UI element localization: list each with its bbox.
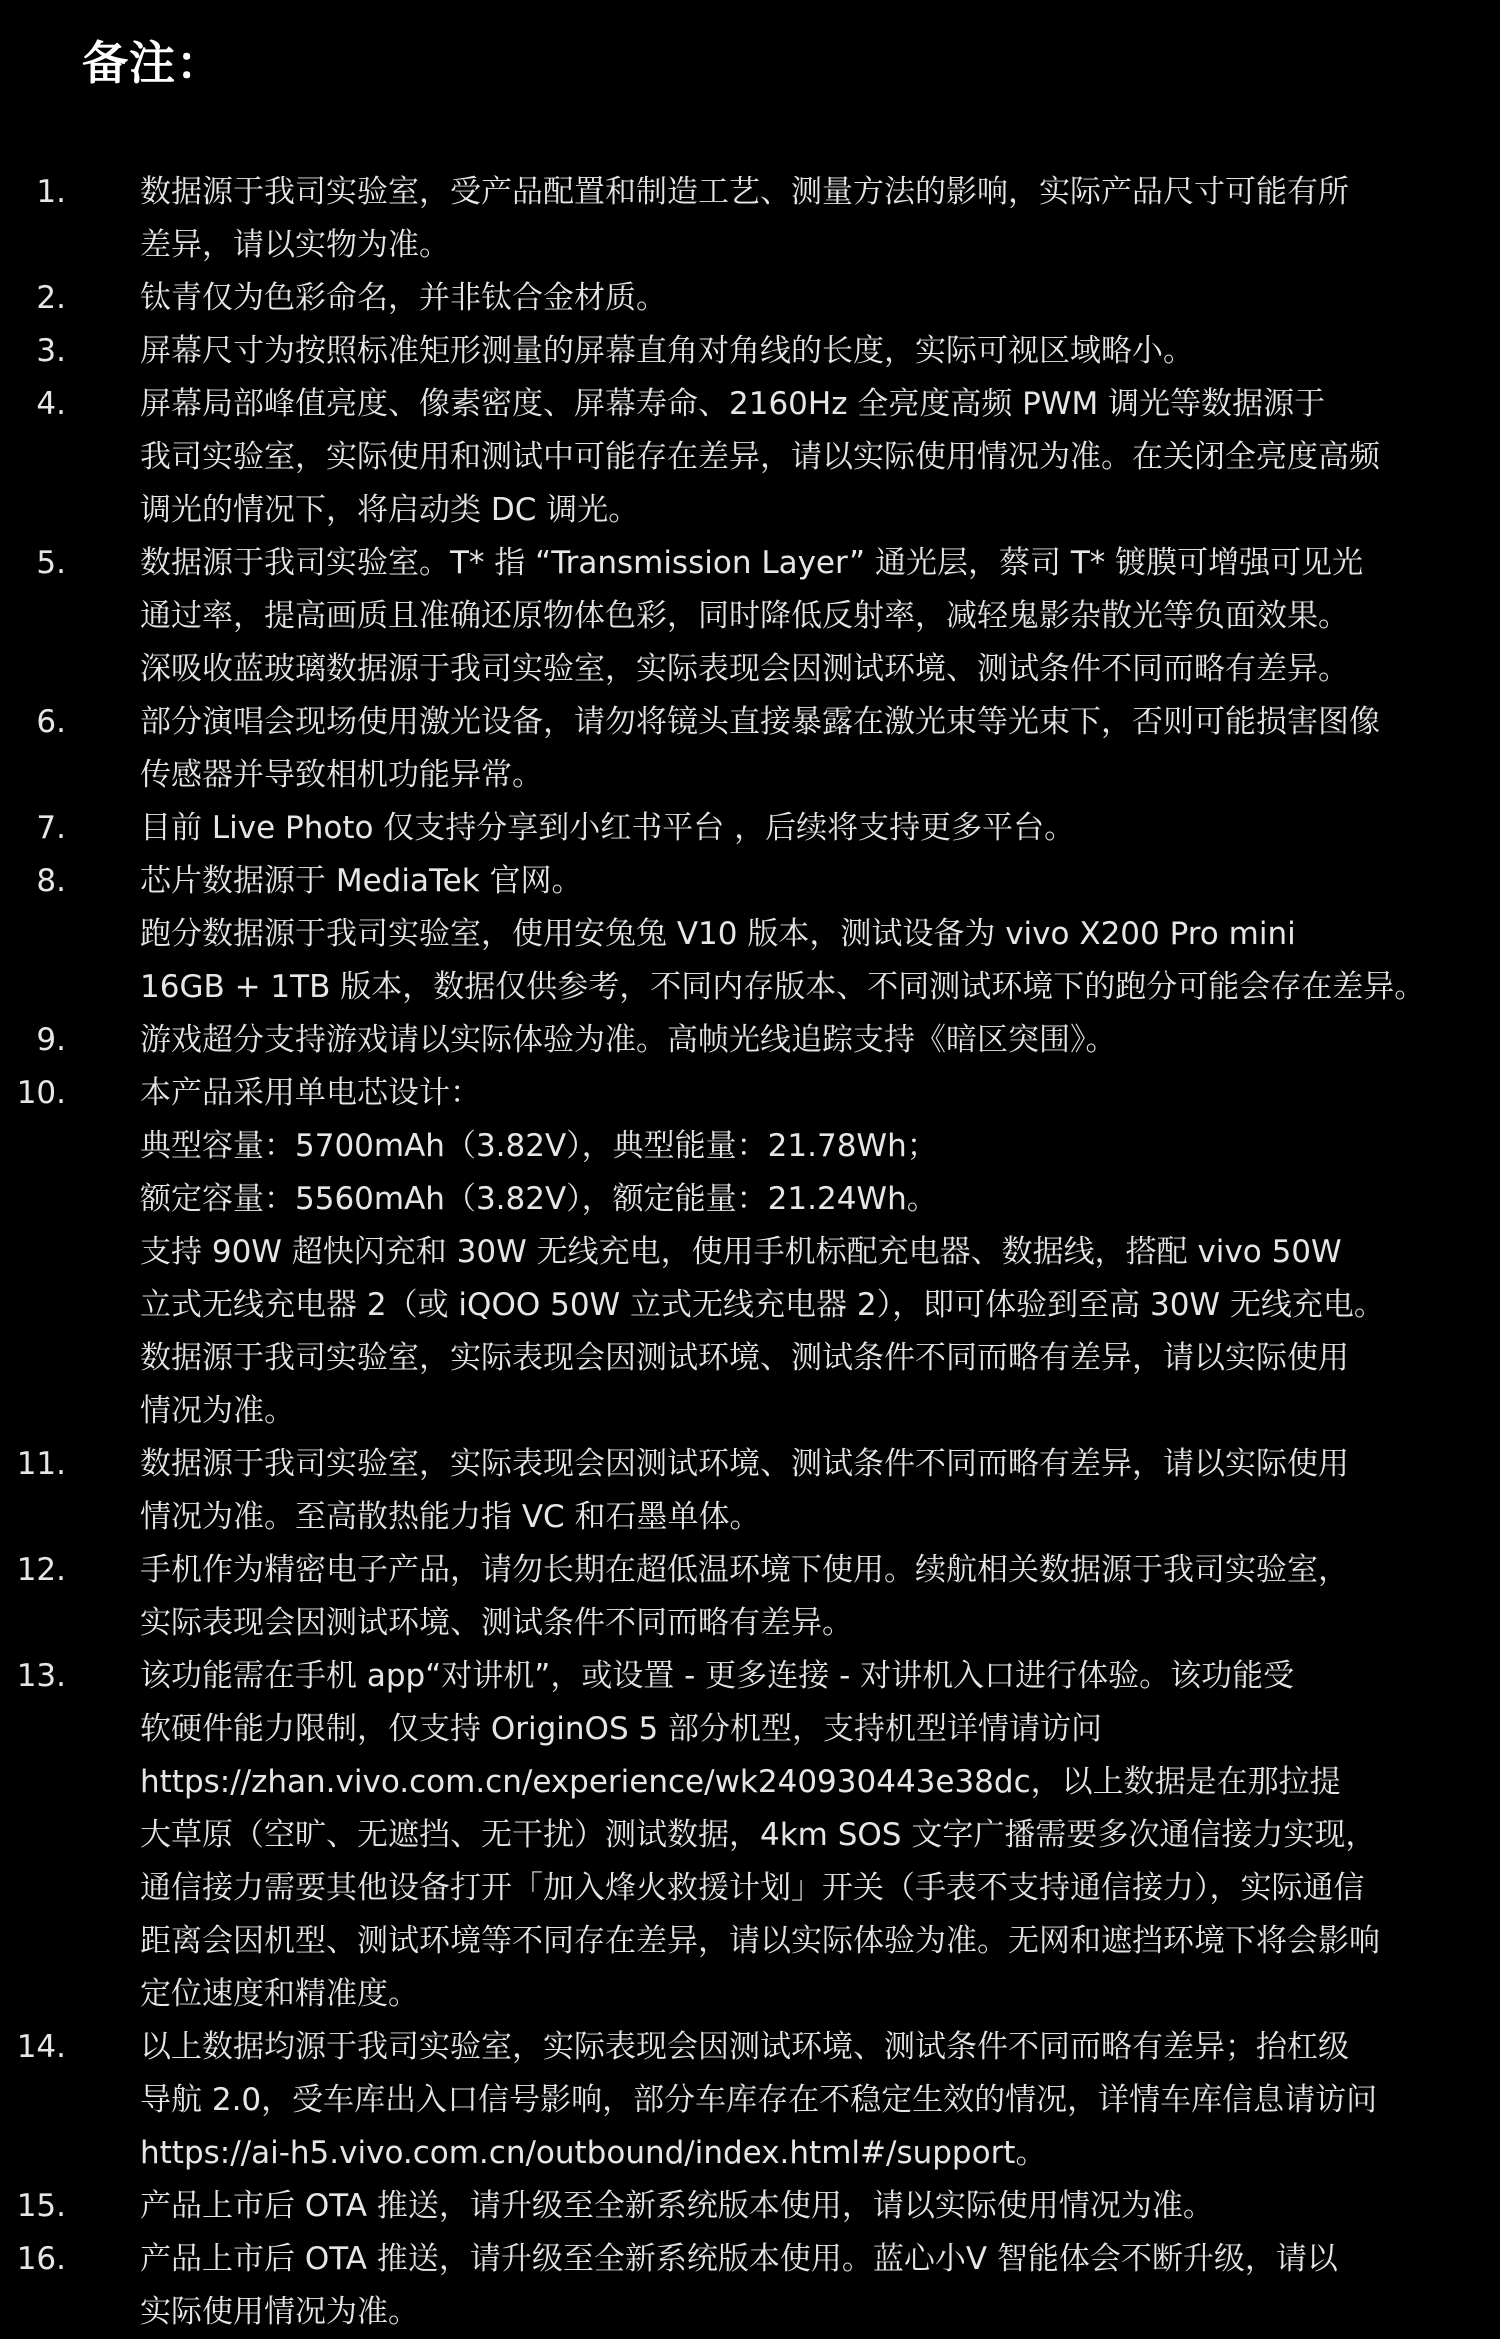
note-line: 软硬件能力限制，仅支持 OriginOS 5 部分机型，支持机型详情请访问 [140,1711,1103,1747]
notes-list [0,166,1500,2339]
note-line: 距离会因机型、测试环境等不同存在差异，请以实际体验为准。无网和遮挡环境下将会影响 [140,1923,1380,1959]
note-item [0,166,1430,272]
note-line: 以上数据均源于我司实验室，实际表现会因测试环境、测试条件不同而略有差异；抬杠级 [140,2029,1349,2065]
note-line: 产品上市后 OTA 推送，请升级至全新系统版本使用。蓝心小V 智能体会不断升级，请以 [140,2241,1338,2277]
note-line: 16GB + 1TB 版本，数据仅供参考，不同内存版本、不同测试环境下的跑分可能会存在差异。 [140,969,1426,1005]
note-line: 支持 90W 超快闪充和 30W 无线充电，使用手机标配充电器、数据线，搭配 vivo 50W [140,1234,1342,1270]
note-item [0,855,1430,1014]
note-line: 深吸收蓝玻璃数据源于我司实验室，实际表现会因测试环境、测试条件不同而略有差异。 [140,651,1349,687]
note-number: 9. [36,1022,66,1058]
note-item [0,325,1430,378]
note-line: 实际表现会因测试环境、测试条件不同而略有差异。 [140,1605,853,1641]
note-item [0,378,1430,537]
note-line: 通信接力需要其他设备打开「加入烽火救援计划」开关（手表不支持通信接力），实际通信 [140,1870,1365,1906]
note-line: 实际使用情况为准。 [140,2294,419,2330]
note-line: 差异，请以实物为准。 [140,227,450,263]
note-line: 屏幕局部峰值亮度、像素密度、屏幕寿命、2160Hz 全亮度高频 PWM 调光等数据源于 [140,386,1326,422]
note-line: 屏幕尺寸为按照标准矩形测量的屏幕直角对角线的长度，实际可视区域略小。 [140,333,1194,369]
note-line: 数据源于我司实验室。T* 指 “Transmission Layer” 通光层，蔡司 T* 镀膜可增强可见光 [140,545,1364,581]
note-line: 典型容量：5700mAh（3.82V），典型能量：21.78Wh； [140,1128,938,1164]
note-line: 情况为准。至高散热能力指 VC 和石墨单体。 [140,1499,761,1535]
note-line: 调光的情况下，将启动类 DC 调光。 [140,492,640,528]
note-line: 通过率，提高画质且准确还原物体色彩，同时降低反射率，减轻鬼影杂散光等负面效果。 [140,598,1349,634]
note-line: https://ai-h5.vivo.com.cn/outbound/index.html#/support。 [140,2135,1047,2171]
note-number: 1. [36,174,66,210]
note-number: 5. [36,545,66,581]
note-line: 传感器并导致相机功能异常。 [140,757,543,793]
note-item [0,1438,1430,1544]
note-line: 我司实验室，实际使用和测试中可能存在差异，请以实际使用情况为准。在关闭全亮度高频 [140,439,1380,475]
note-number: 16. [16,2241,66,2277]
note-item [0,802,1430,855]
note-line: 本产品采用单电芯设计： [140,1075,481,1111]
note-line: 部分演唱会现场使用激光设备，请勿将镜头直接暴露在激光束等光束下，否则可能损害图像 [140,704,1380,740]
note-item [0,2021,1430,2180]
note-line: 数据源于我司实验室，实际表现会因测试环境、测试条件不同而略有差异，请以实际使用 [140,1446,1349,1482]
note-line: 额定容量：5560mAh（3.82V），额定能量：21.24Wh。 [140,1181,938,1217]
note-line: 情况为准。 [140,1393,295,1429]
note-number: 2. [36,280,66,316]
note-line: 游戏超分支持游戏请以实际体验为准。高帧光线追踪支持《暗区突围》。 [140,1022,1117,1058]
note-number: 3. [36,333,66,369]
note-item [0,537,1430,696]
note-item [0,1650,1430,2021]
note-line: 芯片数据源于 MediaTek 官网。 [140,863,583,899]
note-line: 手机作为精密电子产品，请勿长期在超低温环境下使用。续航相关数据源于我司实验室， [140,1552,1349,1588]
note-line: 钛青仅为色彩命名，并非钛合金材质。 [140,280,667,316]
page-title: 备注： [82,36,223,90]
note-number: 10. [16,1075,66,1111]
note-line: 大草原（空旷、无遮挡、无干扰）测试数据，4km SOS 文字广播需要多次通信接力实现， [140,1817,1377,1853]
note-line: https://zhan.vivo.com.cn/experience/wk240930443e38dc，以上数据是在那拉提 [140,1764,1341,1800]
note-item [0,1014,1430,1067]
note-number: 11. [16,1446,66,1482]
note-number: 6. [36,704,66,740]
note-item [0,272,1430,325]
note-line: 该功能需在手机 app“对讲机”，或设置 - 更多连接 - 对讲机入口进行体验。该功能受 [140,1658,1295,1694]
note-line: 产品上市后 OTA 推送，请升级至全新系统版本使用，请以实际使用情况为准。 [140,2188,1214,2224]
note-line: 立式无线充电器 2（或 iQOO 50W 立式无线充电器 2），即可体验到至高 30W 无线充电。 [140,1287,1385,1323]
note-item [0,1544,1430,1650]
note-number: 14. [16,2029,66,2065]
note-line: 数据源于我司实验室，实际表现会因测试环境、测试条件不同而略有差异，请以实际使用 [140,1340,1349,1376]
note-number: 7. [36,810,66,846]
note-number: 13. [16,1658,66,1694]
note-number: 4. [36,386,66,422]
note-number: 15. [16,2188,66,2224]
note-line: 定位速度和精准度。 [140,1976,419,2012]
note-line: 导航 2.0，受车库出入口信号影响，部分车库存在不稳定生效的情况，详情车库信息请访问 [140,2082,1378,2118]
note-number: 8. [36,863,66,899]
note-item [0,2233,1430,2339]
note-line: 数据源于我司实验室，受产品配置和制造工艺、测量方法的影响，实际产品尺寸可能有所 [140,174,1349,210]
note-line: 目前 Live Photo 仅支持分享到小红书平台 ，后续将支持更多平台。 [140,810,1076,846]
note-item [0,696,1430,802]
note-line: 跑分数据源于我司实验室，使用安兔兔 V10 版本，测试设备为 vivo X200 Pro mini [140,916,1296,952]
note-number: 12. [16,1552,66,1588]
note-item [0,2180,1430,2233]
note-item [0,1067,1430,1438]
